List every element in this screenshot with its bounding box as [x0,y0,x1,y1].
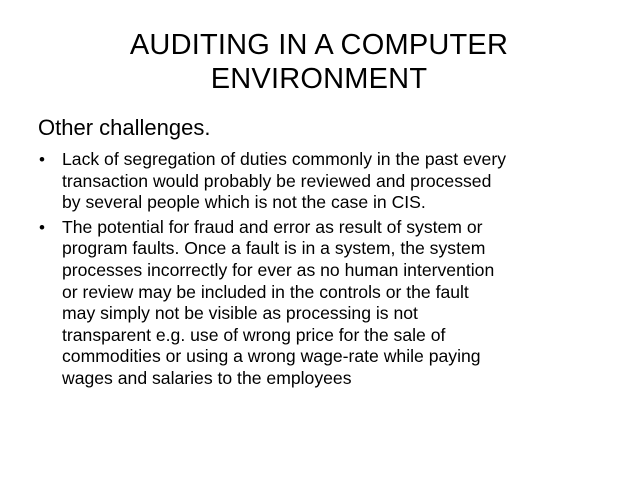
bullet-line: The potential for fraud and error as result of system or [62,216,483,237]
slide-title [40,28,598,96]
bullet-line: program faults. Once a fault is in a system, the system [62,238,486,259]
bullet-list [38,149,618,393]
bullet-text [62,217,618,390]
bullet-line: may simply not be visible as processing is not [62,303,418,324]
bullet-line: by several people which is not the case in CIS. [62,192,426,213]
bullet-line: wages and salaries to the employees [62,367,352,388]
slide-title-line-2: ENVIRONMENT [210,63,428,95]
bullet-text [62,149,618,214]
bullet-line: transparent e.g. use of wrong price for the sale of [62,324,446,345]
bullet-line: or review may be included in the controls or the fault [62,281,469,302]
bullet-item-segregation [38,149,618,214]
bullet-line: commodities or using a wrong wage-rate while paying [62,346,481,367]
slide-title-line-1: AUDITING IN A COMPUTER [129,29,509,61]
slide-subtitle: Other challenges. [38,115,211,140]
bullet-dot-icon: • [39,217,45,237]
bullet-line: processes incorrectly for ever as no human intervention [62,259,495,280]
bullet-dot-icon: • [39,150,45,169]
bullet-item-fraud-potential [38,217,618,390]
bullet-line: Lack of segregation of duties commonly in the past every [62,149,506,169]
bullet-line: transaction would probably be reviewed and processed [62,170,492,191]
